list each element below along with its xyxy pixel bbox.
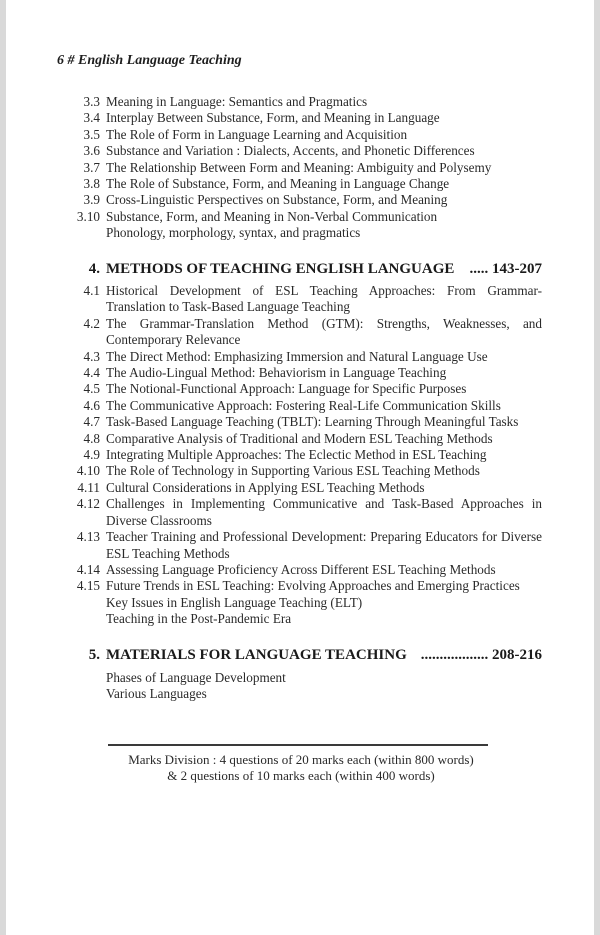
toc-entry: 4.12 Challenges in Implementing Communicative and Task-Based Approaches in Diverse Classrooms — [76, 496, 542, 528]
section-3-list — [60, 94, 542, 242]
toc-entry: 3.8 The Role of Substance, Form, and Meaning in Language Change — [60, 176, 542, 192]
toc-entry-text: Phonology, morphology, syntax, and pragmatics — [106, 225, 361, 241]
toc-subentry — [60, 611, 542, 627]
chapter-4-heading — [60, 260, 542, 278]
toc-entry-text: Key Issues in English Language Teaching (ELT) — [106, 594, 363, 610]
toc-entry: 4.3 The Direct Method: Emphasizing Immersion and Natural Language Use — [60, 349, 542, 365]
toc-subentry — [60, 686, 542, 702]
toc-entry-text: The Notional-Functional Approach: Language for Specific Purposes — [106, 381, 467, 397]
toc-entry: 4.4 The Audio-Lingual Method: Behaviorism in Language Teaching — [60, 365, 542, 381]
toc-entry: 4.15 Future Trends in ESL Teaching: Evolving Approaches and Emerging Practices — [60, 578, 542, 594]
chapter-4-list — [60, 283, 542, 628]
page-edge-right — [594, 0, 600, 935]
toc-entry-text: The Grammar-Translation Method (GTM): Strengths, Weaknesses, and Contemporary Relevance — [106, 315, 542, 348]
toc-entry-text: Cultural Considerations in Applying ESL Teaching Methods — [106, 479, 425, 495]
toc-entry: 3.10 Substance, Form, and Meaning in Non-Verbal Communication — [60, 209, 542, 225]
page-edge-left — [0, 0, 6, 935]
horizontal-rule — [108, 744, 488, 746]
toc-entry-text: Various Languages — [106, 686, 207, 702]
toc-entry-text: Future Trends in ESL Teaching: Evolving Approaches and Emerging Practices — [106, 578, 520, 594]
toc-entry-text: Historical Development of ESL Teaching Approaches: From Grammar-Translation to Task-Based Language Teaching — [106, 283, 542, 315]
toc-entry: 4.10 The Role of Technology in Supporting Various ESL Teaching Methods — [60, 463, 542, 479]
toc-entry-text: Phases of Language Development — [106, 670, 286, 685]
chapter-number: 4. — [88, 261, 100, 277]
marks-division-line-1: Marks Division : 4 questions of 20 marks each (within 800 words) — [128, 752, 474, 767]
toc-entry: 4.7 Task-Based Language Teaching (TBLT): Learning Through Meaningful Tasks — [60, 414, 542, 430]
toc-entry-text: Integrating Multiple Approaches: The Eclectic Method in ESL Teaching — [106, 447, 487, 463]
toc-entry-text: Meaning in Language: Semantics and Pragmatics — [106, 94, 368, 109]
toc-entry: 4.8 Comparative Analysis of Traditional and Modern ESL Teaching Methods — [60, 431, 542, 447]
toc-entry-text: The Role of Form in Language Learning and Acquisition — [106, 126, 408, 142]
toc-entry-text: Task-Based Language Teaching (TBLT): Learning Through Meaningful Tasks — [106, 414, 519, 430]
chapter-title: MATERIALS FOR LANGUAGE TEACHING — [106, 647, 407, 663]
toc-entry-text: Teacher Training and Professional Development: Preparing Educators for Diverse ESL Teaching Methods — [106, 529, 542, 561]
chapter-pages: ..... 143-207 — [469, 261, 542, 277]
toc-entry-text: Challenges in Implementing Communicative and Task-Based Approaches in Diverse Classrooms — [106, 496, 542, 528]
toc-entry-text: The Communicative Approach: Fostering Real-Life Communication Skills — [106, 397, 501, 413]
toc-entry-text: The Relationship Between Form and Meaning: Ambiguity and Polysemy — [106, 159, 492, 175]
chapter-pages: .................. 208-216 — [420, 647, 542, 663]
toc-subentry — [60, 670, 542, 686]
toc-entry-text: The Audio-Lingual Method: Behaviorism in Language Teaching — [106, 365, 447, 381]
toc-entry: 4.5 The Notional-Functional Approach: Language for Specific Purposes — [60, 381, 542, 397]
toc-entry: 3.3 Meaning in Language: Semantics and Pragmatics — [60, 94, 542, 110]
toc-entry: 3.6 Substance and Variation : Dialects, Accents, and Phonetic Differences — [60, 143, 542, 159]
toc-entry-text: Assessing Language Proficiency Across Different ESL Teaching Methods — [106, 561, 496, 577]
chapter-5-list — [60, 670, 542, 703]
toc-subentry — [60, 225, 542, 241]
toc-entry-text: The Role of Technology in Supporting Various ESL Teaching Methods — [106, 463, 480, 479]
toc-entry: 4.9 Integrating Multiple Approaches: The Eclectic Method in ESL Teaching — [60, 447, 542, 463]
toc-entry: 3.5 The Role of Form in Language Learning and Acquisition — [60, 127, 542, 143]
toc-entry: 4.13 Teacher Training and Professional Development: Preparing Educators for Diverse ESL Teaching Methods — [76, 529, 542, 561]
toc-entry: 3.7 The Relationship Between Form and Meaning: Ambiguity and Polysemy — [60, 160, 542, 176]
running-header: 6 # English Language Teaching — [57, 53, 242, 68]
toc-entry: 3.4 Interplay Between Substance, Form, and Meaning in Language — [60, 110, 542, 126]
chapter-number: 5. — [88, 647, 100, 663]
toc-entry: 4.1 Historical Development of ESL Teaching Approaches: From Grammar-Translation to Task-Based Language Teaching — [83, 283, 542, 315]
toc-entry-text: Comparative Analysis of Traditional and Modern ESL Teaching Methods — [106, 430, 493, 446]
toc-entry-text: Interplay Between Substance, Form, and Meaning in Language — [106, 110, 440, 126]
toc-entry-text: The Role of Substance, Form, and Meaning in Language Change — [106, 176, 450, 192]
toc-subentry — [60, 595, 542, 611]
chapter-5-heading — [60, 646, 542, 664]
toc-entry-text: Teaching in the Post-Pandemic Era — [106, 611, 292, 627]
toc-entry: 4.14 Assessing Language Proficiency Across Different ESL Teaching Methods — [60, 562, 542, 578]
marks-division — [60, 752, 542, 784]
toc-entry: 4.2 The Grammar-Translation Method (GTM): Strengths, Weaknesses, and Contemporary Relevance — [83, 315, 542, 348]
chapter-title: METHODS OF TEACHING ENGLISH LANGUAGE — [106, 261, 455, 277]
marks-division-line-2: & 2 questions of 10 marks each (within 400 words) — [167, 768, 435, 783]
toc-entry-text: Cross-Linguistic Perspectives on Substance, Form, and Meaning — [106, 192, 448, 208]
toc-entry-text: Substance, Form, and Meaning in Non-Verbal Communication — [106, 208, 438, 224]
toc-entry: 4.6 The Communicative Approach: Fostering Real-Life Communication Skills — [60, 398, 542, 414]
toc-entry-text: The Direct Method: Emphasizing Immersion and Natural Language Use — [106, 348, 488, 364]
toc-entry-text: Substance and Variation : Dialects, Accents, and Phonetic Differences — [106, 143, 475, 159]
toc-entry: 4.11 Cultural Considerations in Applying ESL Teaching Methods — [60, 480, 542, 496]
toc-entry: 3.9 Cross-Linguistic Perspectives on Substance, Form, and Meaning — [60, 192, 542, 208]
